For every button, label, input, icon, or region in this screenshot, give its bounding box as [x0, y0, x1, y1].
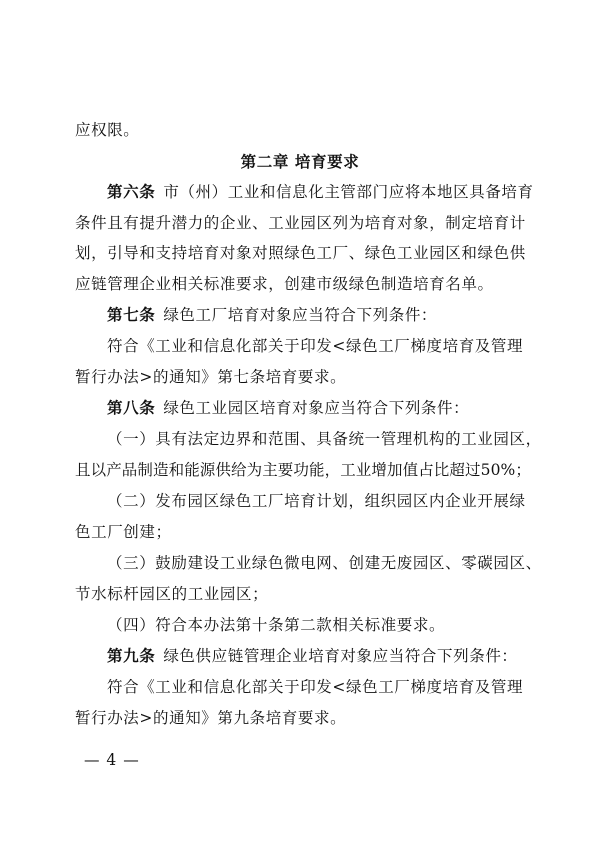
- article-6-line-1: 第六条 市（州）工业和信息化主管部门应将本地区具备培育: [107, 183, 534, 201]
- article-6-line-2: 条件且有提升潜力的企业、工业园区列为培育对象，制定培育计: [75, 214, 526, 232]
- article-6-line-3: 划，引导和支持培育对象对照绿色工厂、绿色工业园区和绿色供: [75, 244, 526, 262]
- page-number: — 4 —: [84, 751, 140, 769]
- article-9-label: 第九条: [107, 647, 156, 665]
- article-8-line-7: 节水标杆园区的工业园区；: [75, 585, 269, 603]
- article-8-line-8: （四）符合本办法第十条第二款相关标准要求。: [107, 616, 446, 634]
- article-6-label: 第六条: [107, 183, 156, 201]
- article-8-line-1: 第八条 绿色工业园区培育对象应当符合下列条件：: [107, 399, 470, 417]
- article-8-line-5: 色工厂创建；: [75, 523, 172, 541]
- article-7-line-3: 暂行办法>的通知》第七条培育要求。: [75, 368, 347, 386]
- article-7-label: 第七条: [107, 306, 156, 324]
- continuation-text: 应权限。: [75, 121, 140, 139]
- article-7-line-2: 符合《工业和信息化部关于印发<绿色工厂梯度培育及管理: [107, 337, 524, 355]
- chapter-title: 第二章 培育要求: [240, 153, 360, 171]
- article-7-line-1: 第七条 绿色工厂培育对象应当符合下列条件：: [107, 306, 438, 324]
- article-8-line-2: （一）具有法定边界和范围、具备统一管理机构的工业园区，: [107, 430, 542, 448]
- article-9-line-1: 第九条 绿色供应链管理企业培育对象应当符合下列条件：: [107, 647, 518, 665]
- article-8-line-3: 且以产品制造和能源供给为主要功能，工业增加值占比超过50%；: [75, 461, 531, 479]
- article-9-line-3: 暂行办法>的通知》第九条培育要求。: [75, 709, 347, 727]
- article-8-label: 第八条: [107, 399, 156, 417]
- article-9-line-2: 符合《工业和信息化部关于印发<绿色工厂梯度培育及管理: [107, 678, 524, 696]
- article-8-line-4: （二）发布园区绿色工厂培育计划，组织园区内企业开展绿: [107, 492, 526, 510]
- article-6-line-4: 应链管理企业相关标准要求，创建市级绿色制造培育名单。: [75, 275, 494, 293]
- article-8-line-6: （三）鼓励建设工业绿色微电网、创建无废园区、零碳园区、: [107, 554, 542, 572]
